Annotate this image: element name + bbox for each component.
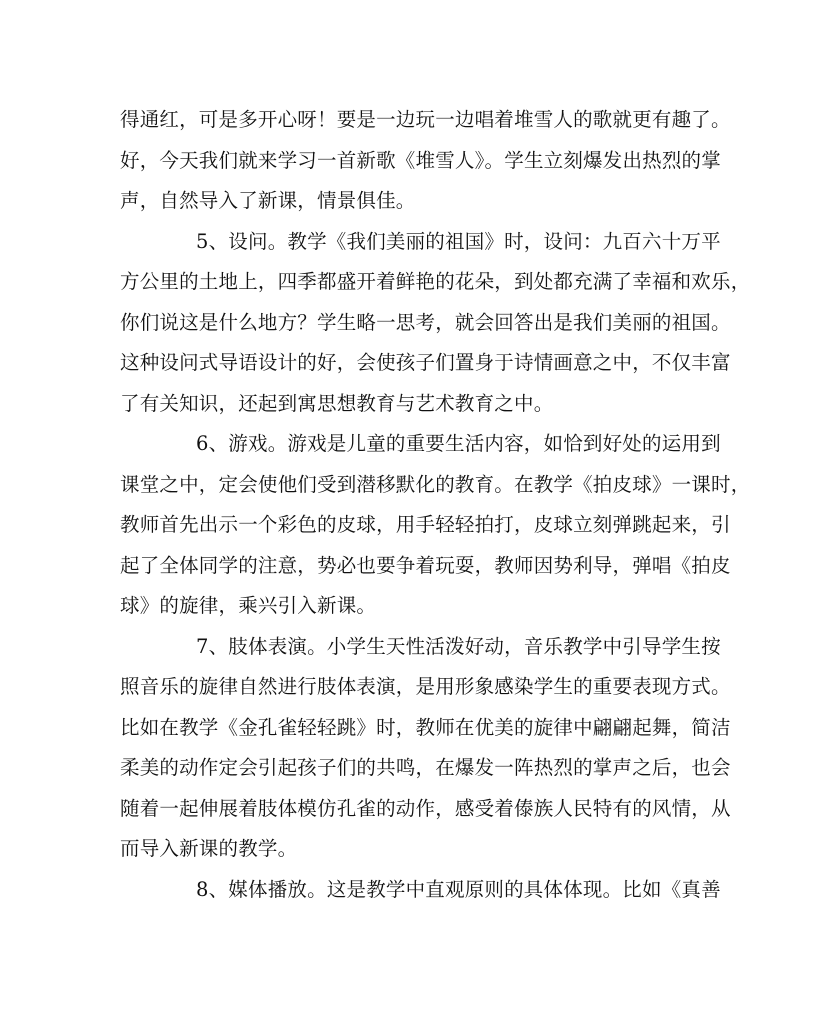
- text-line: 柔美的动作定会引起孩子们的共鸣，在爆发一阵热烈的掌声之后，也会: [120, 756, 731, 779]
- text-line: 声，自然导入了新课，情景俱佳。: [120, 189, 416, 212]
- text-line: 球》的旋律，乘兴引入新课。: [120, 594, 377, 617]
- text-line: 你们说这是什么地方？学生略一思考，就会回答出是我们美丽的祖国。: [120, 310, 731, 334]
- text-line: 了有关知识，还起到寓思想教育与艺术教育之中。: [120, 391, 554, 415]
- text-line: 得通红，可是多开心呀！要是一边玩一边唱着堆雪人的歌就更有趣了。: [120, 108, 731, 131]
- paragraph-5-start: 5、设问。教学《我们美丽的祖国》时，设问：九百六十万平: [196, 229, 721, 253]
- paragraph-7-start: 7、肢体表演。小学生天性活泼好动，音乐教学中引导学生按: [196, 634, 721, 658]
- text-line: 课堂之中，定会使他们受到潜移默化的教育。在教学《拍皮球》一课时，: [120, 472, 751, 496]
- text-line: 比如在教学《金孔雀轻轻跳》时，教师在优美的旋律中翩翩起舞，简洁: [120, 715, 731, 739]
- paragraph-8-start: 8、媒体播放。这是教学中直观原则的具体体现。比如《真善: [196, 877, 721, 901]
- text-line: 方公里的土地上，四季都盛开着鲜艳的花朵，到处都充满了幸福和欢乐，: [120, 270, 751, 293]
- text-line: 这种设问式导语设计的好，会使孩子们置身于诗情画意之中，不仅丰富: [120, 351, 731, 374]
- text-line: 随着一起伸展着肢体模仿孔雀的动作，感受着傣族人民特有的风情，从: [120, 796, 731, 820]
- text-line: 教师首先出示一个彩色的皮球，用手轻轻拍打，皮球立刻弹跳起来，引: [120, 513, 731, 536]
- paragraph-6-start: 6、游戏。游戏是儿童的重要生活内容，如恰到好处的运用到: [196, 432, 721, 455]
- text-line: 照音乐的旋律自然进行肢体表演，是用形象感染学生的重要表现方式。: [120, 675, 731, 698]
- body-text: [120, 100, 751, 910]
- text-line: 好，今天我们就来学习一首新歌《堆雪人》。学生立刻爆发出热烈的掌: [120, 148, 721, 172]
- text-line: 起了全体同学的注意，势必也要争着玩耍，教师因势利导，弹唱《拍皮: [120, 553, 731, 577]
- text-line: 而导入新课的教学。: [120, 837, 298, 860]
